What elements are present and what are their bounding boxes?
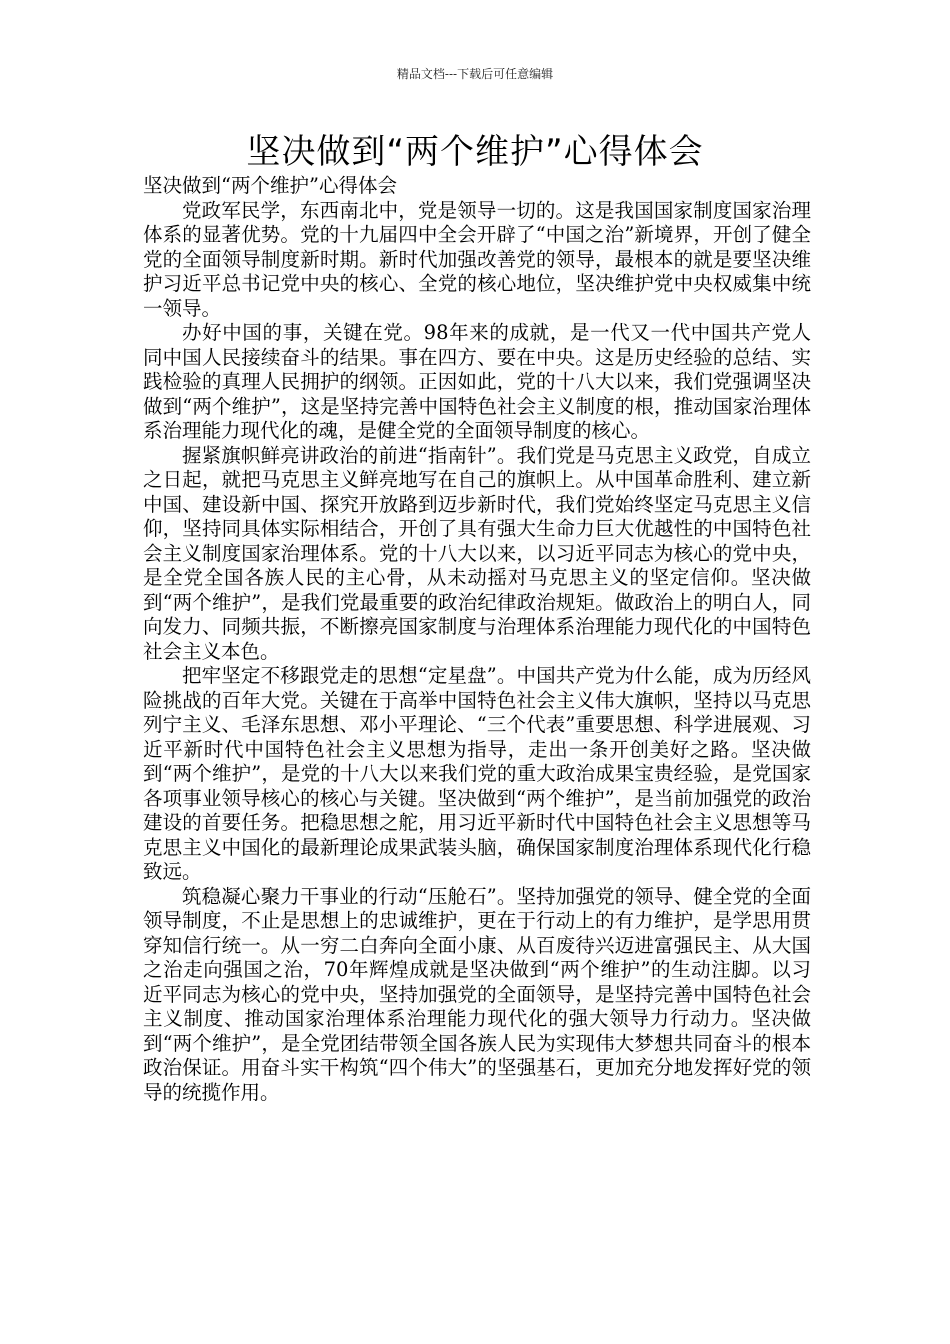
paragraph-4: 把牢坚定不移跟党走的思想“定星盘”。中国共产党为什么能，成为历经风险挑战的百年大党。关键在于高举中国特色社会主义伟大旗帜，坚持以马克思列宁主义、毛泽东思想、邓小平理论、“三个代表”重要思想、科学进展观、习近平新时代中国特色社会主义思想为指导，走出一条开创美好之路。坚决做到“两个维护”，是党的十八大以来我们党的重大政治成果宝贵经验，是党国家各项事业领导核心的核心与关键。坚决做到“两个维护”，是当前加强党的政治建设的首要任务。把稳思想之舵，用习近平新时代中国特色社会主义思想等马克思主义中国化的最新理论成果武装头脑，确保国家制度治理体系现代化行稳致远。 xyxy=(143,664,811,883)
paragraph-3: 握紧旗帜鲜亮讲政治的前进“指南针”。我们党是马克思主义政党，自成立之日起，就把马克思主义鲜亮地写在自己的旗帜上。从中国革命胜利、建立新中国、建设新中国、探究开放路到迈步新时代，我们党始终坚定马克思主义信仰，坚持同具体实际相结合，开创了具有强大生命力巨大优越性的中国特色社会主义制度国家治理体系。党的十八大以来，以习近平同志为核心的党中央，是全党全国各族人民的主心骨，从未动摇对马克思主义的坚定信仰。坚决做到“两个维护”，是我们党最重要的政治纪律政治规矩。做政治上的明白人，同向发力、同频共振，不断擦亮国家制度与治理体系治理能力现代化的中国特色社会主义本色。 xyxy=(143,443,811,663)
paragraph-5: 筑稳凝心聚力干事业的行动“压舱石”。坚持加强党的领导、健全党的全面领导制度，不止是思想上的忠诚维护，更在于行动上的有力维护，是学思用贯穿知信行统一。从一穷二白奔向全面小康、从百废待兴迈进富强民主、从大国之治走向强国之治，70年辉煌成就是坚决做到“两个维护”的生动注脚。以习近平同志为核心的党中央，坚持加强党的全面领导，是坚持完善中国特色社会主义制度、推动国家治理体系治理能力现代化的强大领导力行动力。坚决做到“两个维护”，是全党团结带领全国各族人民为实现伟大梦想共同奋斗的根本政治保证。用奋斗实干构筑“四个伟大”的坚强基石，更加充分地发挥好党的领导的统揽作用。 xyxy=(143,884,811,1104)
subtitle-line: 坚决做到“两个维护”心得体会 xyxy=(143,174,397,197)
document-body xyxy=(143,174,811,1105)
paragraph-1: 党政军民学，东西南北中，党是领导一切的。这是我国国家制度国家治理体系的显著优势。党的十九届四中全会开辟了“中国之治”新境界，开创了健全党的全面领导制度新时期。新时代加强改善党的领导，最根本的就是要坚决维护习近平总书记党中央的核心、全党的核心地位，坚决维护党中央权威集中统一领导。 xyxy=(143,198,811,320)
header-note: 精品文档---下载后可任意编辑 xyxy=(396,67,554,81)
document-title: 坚决做到“两个维护”心得体会 xyxy=(246,132,704,172)
paragraph-2: 办好中国的事，关键在党。98年来的成就，是一代又一代中国共产党人同中国人民接续奋斗的结果。事在四方、要在中央。这是历史经验的总结、实践检验的真理人民拥护的纲领。正因如此，党的十八大以来，我们党强调坚决做到“两个维护”，这是坚持完善中国特色社会主义制度的根，推动国家治理体系治理能力现代化的魂，是健全党的全面领导制度的核心。 xyxy=(143,321,811,442)
